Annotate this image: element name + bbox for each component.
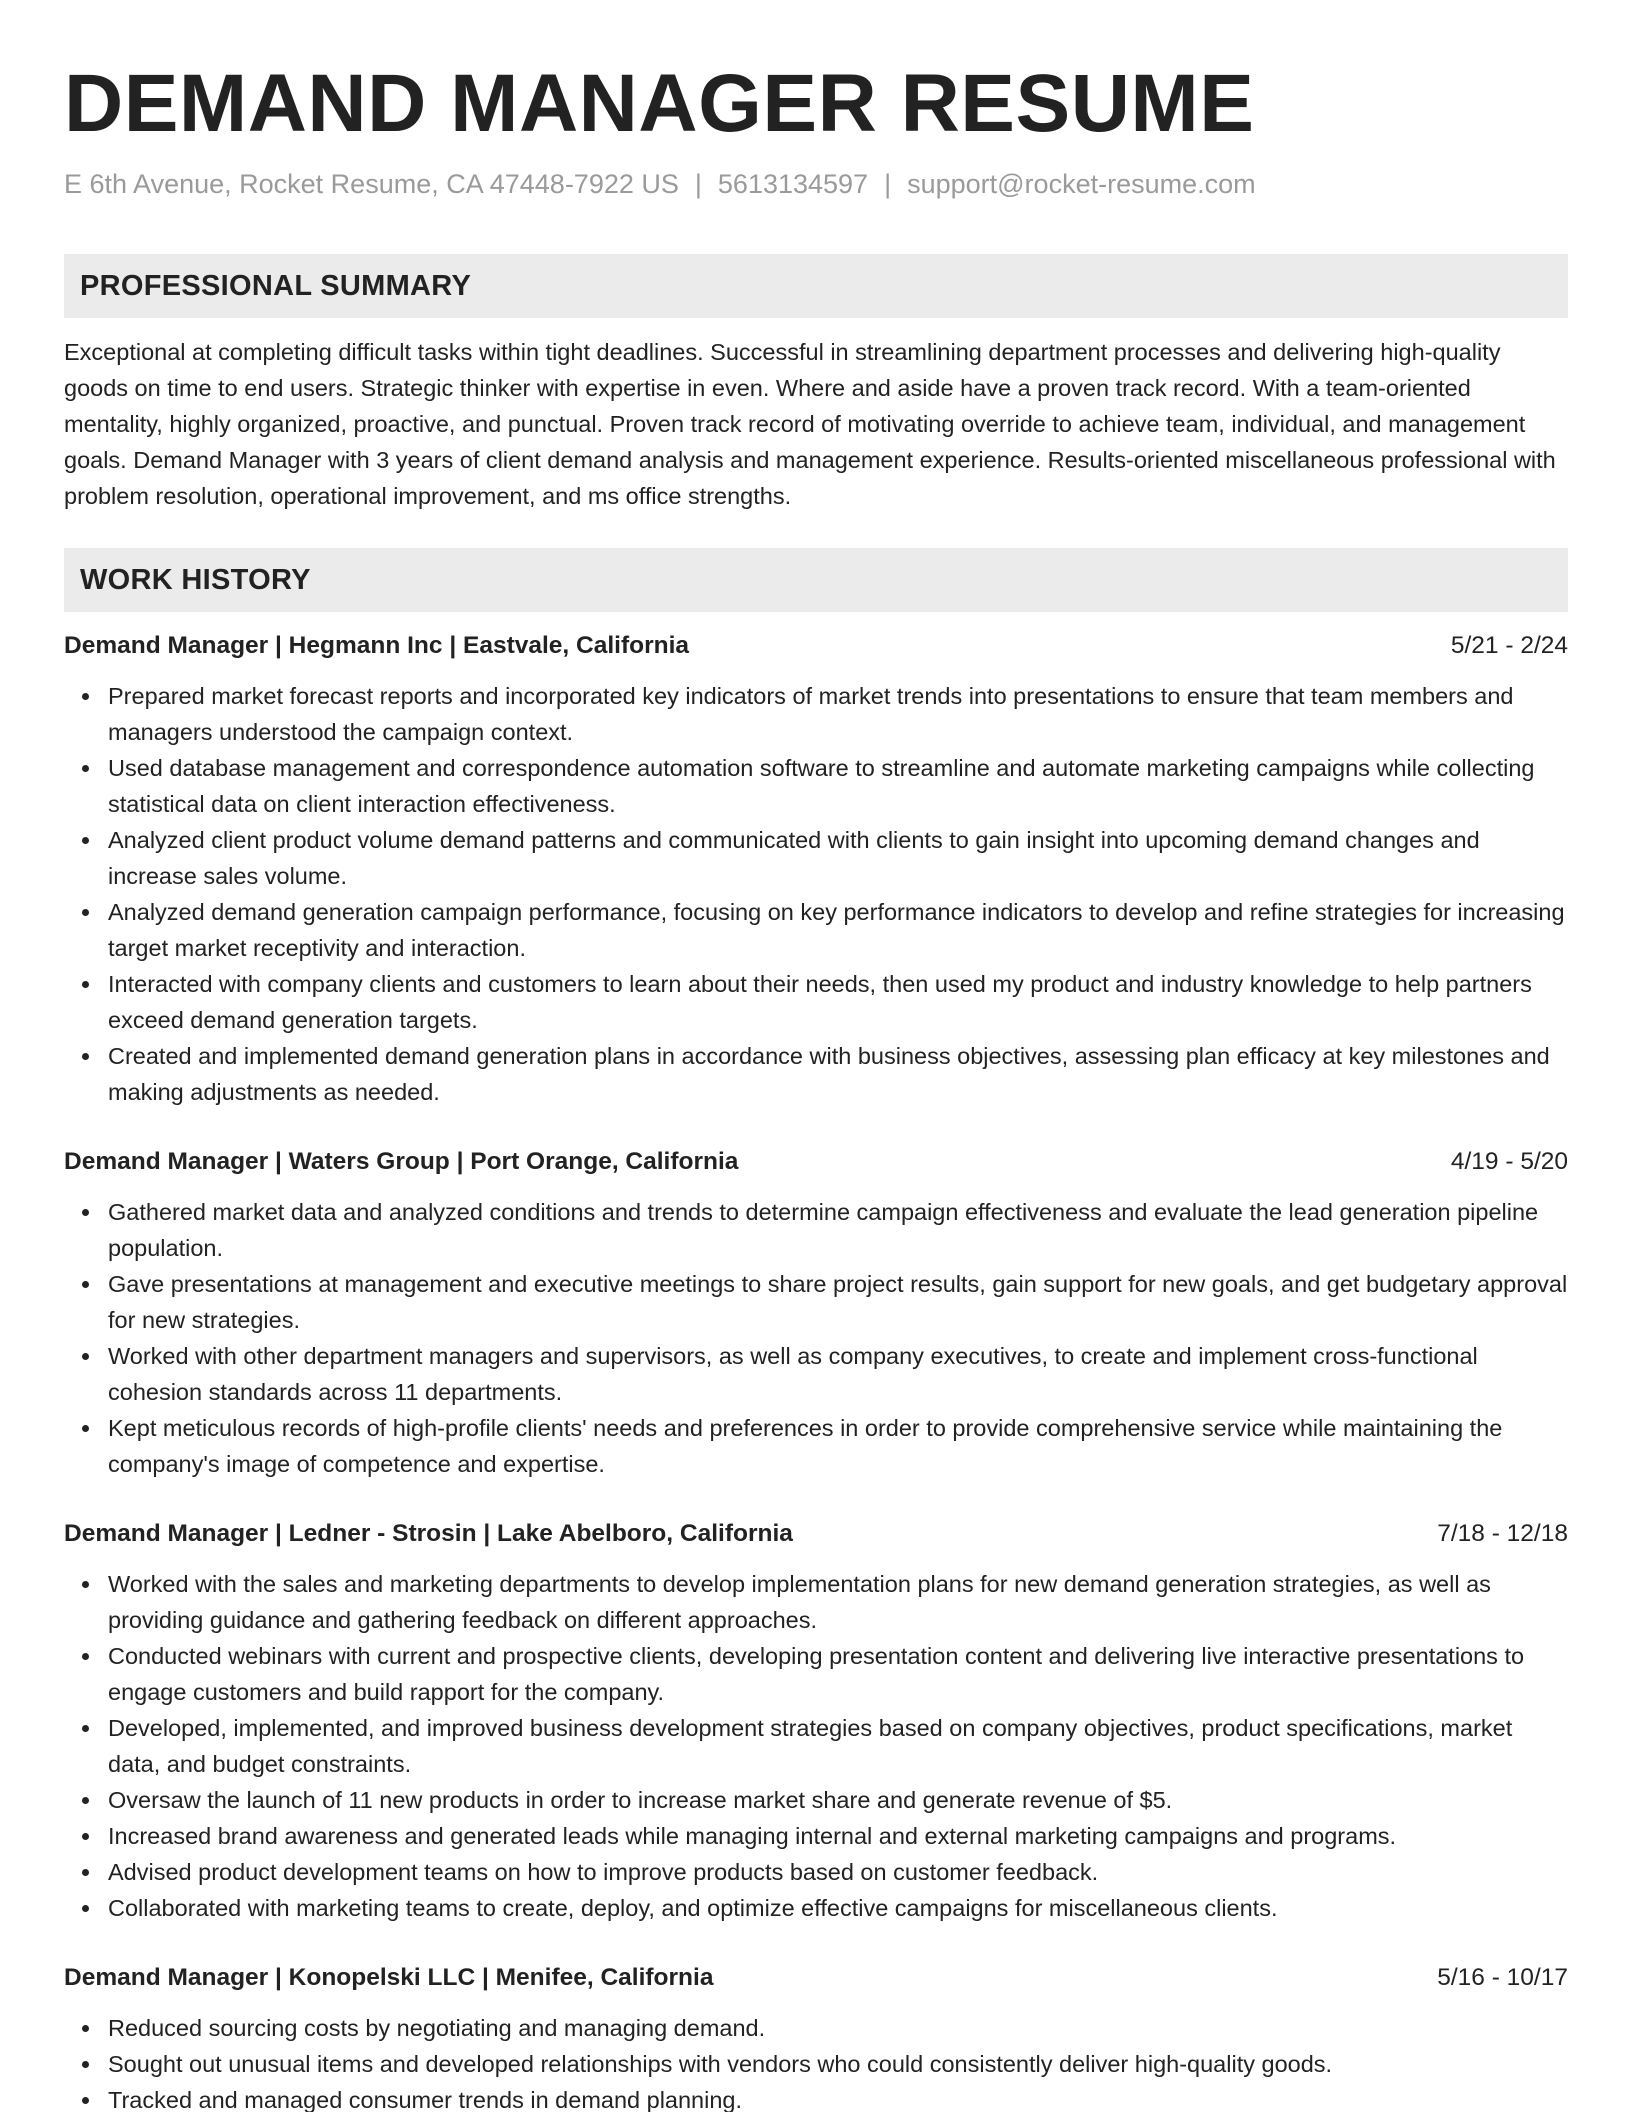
contact-line (64, 164, 1568, 204)
job-title: Demand Manager | Konopelski LLC | Menifee, California (64, 1964, 714, 1991)
job-bullet: Oversaw the launch of 11 new products in order to increase market share and generate revenue of $5. (108, 1782, 1568, 1818)
job-dates: 4/19 - 5/20 (1450, 1148, 1568, 1175)
job-bullet: Worked with the sales and marketing departments to develop implementation plans for new demand generation strategies, as well as providing guidance and gathering feedback on different approaches. (108, 1566, 1568, 1638)
work-history-list (64, 628, 1568, 2112)
job-bullet: Interacted with company clients and customers to learn about their needs, then used my product and industry knowledge to help partners exceed demand generation targets. (108, 966, 1568, 1038)
job-bullet: Analyzed demand generation campaign performance, focusing on key performance indicators to develop and refine strategies for increasing target market receptivity and interaction. (108, 894, 1568, 966)
job-title: Demand Manager | Ledner - Strosin | Lake Abelboro, California (64, 1520, 793, 1547)
summary-text: Exceptional at completing difficult tasks within tight deadlines. Successful in streamlining department processes and delivering high-quality goods on time to end users. Strategic thinker with expertise in even. Where and aside have a proven track record. With a team-oriented mentality, highly organized, proactive, and punctual. Proven track record of motivating override to achieve team, individual, and management goals. Demand Manager with 3 years of client demand analysis and management experience. Results-oriented miscellaneous professional with problem resolution, operational improvement, and ms office strengths. (64, 339, 1556, 509)
job-bullet: Kept meticulous records of high-profile clients' needs and preferences in order to provide comprehensive service while maintaining the company's image of competence and expertise. (108, 1410, 1568, 1482)
job-dates: 7/18 - 12/18 (1437, 1520, 1568, 1547)
job-title: Demand Manager | Hegmann Inc | Eastvale, California (64, 632, 690, 659)
job-dates: 5/21 - 2/24 (1450, 632, 1568, 659)
job-bullet-list (64, 1566, 1568, 1926)
job-bullet: Increased brand awareness and generated leads while managing internal and external marketing campaigns and programs. (108, 1818, 1568, 1854)
job-header (64, 1144, 1568, 1180)
job-header (64, 1960, 1568, 1996)
job-bullet: Analyzed client product volume demand patterns and communicated with clients to gain insight into upcoming demand changes and increase sales volume. (108, 822, 1568, 894)
section-header-summary (64, 254, 1568, 318)
job-bullet: Collaborated with marketing teams to create, deploy, and optimize effective campaigns for miscellaneous clients. (108, 1890, 1568, 1926)
job-bullet: Reduced sourcing costs by negotiating and managing demand. (108, 2010, 1568, 2046)
job-bullet-list (64, 1194, 1568, 1482)
job-bullet: Tracked and managed consumer trends in demand planning. (108, 2082, 1568, 2112)
job-bullet: Conducted webinars with current and prospective clients, developing presentation content and delivering live interactive presentations to engage customers and build rapport for the company. (108, 1638, 1568, 1710)
job-bullet: Developed, implemented, and improved business development strategies based on company objectives, product specifications, market data, and budget constraints. (108, 1710, 1568, 1782)
job-header (64, 1516, 1568, 1552)
job-header (64, 628, 1568, 664)
job-bullet-list (64, 678, 1568, 1110)
job-entry (64, 1144, 1568, 1482)
job-bullet: Created and implemented demand generation plans in accordance with business objectives, assessing plan efficacy at key milestones and making adjustments as needed. (108, 1038, 1568, 1110)
section-header-work-history (64, 548, 1568, 612)
contact-address: E 6th Avenue, Rocket Resume, CA 47448-7922 US (64, 169, 679, 199)
section-heading: PROFESSIONAL SUMMARY (80, 269, 472, 302)
job-bullet: Used database management and correspondence automation software to streamline and automate marketing campaigns while collecting statistical data on client interaction effectiveness. (108, 750, 1568, 822)
job-bullet: Prepared market forecast reports and incorporated key indicators of market trends into presentations to ensure that team members and managers understood the campaign context. (108, 678, 1568, 750)
job-title: Demand Manager | Waters Group | Port Orange, California (64, 1148, 739, 1175)
job-entry (64, 628, 1568, 1110)
contact-email: support@rocket-resume.com (907, 169, 1256, 199)
contact-phone: 5613134597 (717, 169, 869, 199)
job-bullet: Worked with other department managers and supervisors, as well as company executives, to create and implement cross-functional cohesion standards across 11 departments. (108, 1338, 1568, 1410)
contact-separator: | (884, 169, 892, 199)
job-bullet: Advised product development teams on how to improve products based on customer feedback. (108, 1854, 1568, 1890)
job-bullet: Sought out unusual items and developed relationships with vendors who could consistently deliver high-quality goods. (108, 2046, 1568, 2082)
job-bullet: Gave presentations at management and executive meetings to share project results, gain support for new goals, and get budgetary approval for new strategies. (108, 1266, 1568, 1338)
job-entry (64, 1516, 1568, 1926)
section-heading: WORK HISTORY (80, 563, 311, 596)
job-dates: 5/16 - 10/17 (1437, 1964, 1568, 1991)
contact-separator: | (694, 169, 702, 199)
job-bullet-list (64, 2010, 1568, 2112)
job-bullet: Gathered market data and analyzed conditions and trends to determine campaign effectiveness and evaluate the lead generation pipeline population. (108, 1194, 1568, 1266)
job-entry (64, 1960, 1568, 2112)
resume-title: DEMAND MANAGER RESUME (64, 58, 1255, 149)
